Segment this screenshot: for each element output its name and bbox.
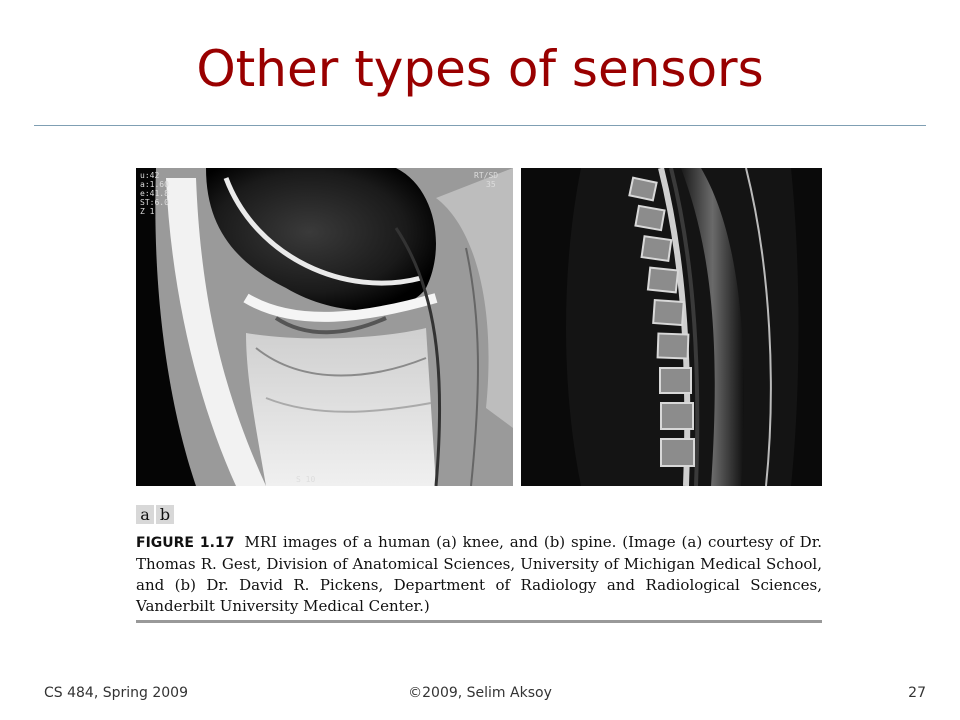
caption-divider [136,620,822,623]
knee-overlay-line-4: ST:6.0 [140,198,169,207]
knee-overlay-line-5: Z 1 [140,207,155,216]
title-divider [34,125,926,126]
panel-labels [136,505,174,524]
panel-label-a: a [136,505,154,524]
panel-label-b: b [156,505,174,524]
spine-mri-image [521,168,822,486]
knee-bottom-label: S 10 [296,475,316,484]
knee-overlay-right-2: 35 [486,180,496,189]
slide-title: Other types of sensors [196,40,764,98]
knee-overlay-right-1: RT/SD [474,171,499,180]
caption-label: FIGURE 1.17 [136,535,235,551]
footer-course: CS 484, Spring 2009 [44,685,188,701]
knee-mri-image [136,168,513,486]
knee-overlay-line-2: a:1.60 [140,180,169,189]
mri-figure [136,168,822,486]
caption-text: MRI images of a human (a) knee, and (b) spine. (Image (a) courtesy of Dr. Thomas R. Gest, Division of Anatomical Sciences, University of Michigan Medical School, and (b) Dr. David R. Pickens, Department of Radiology and Radiological Sciences, Vanderbilt University Medical Center.) [136,533,822,615]
footer-page-number: 27 [908,685,926,701]
figure-caption [136,532,822,617]
knee-overlay-line-1: u:42 [140,171,160,180]
footer-copyright: ©2009, Selim Aksoy [408,685,552,701]
knee-overlay-line-3: e:41.8 [140,189,169,198]
